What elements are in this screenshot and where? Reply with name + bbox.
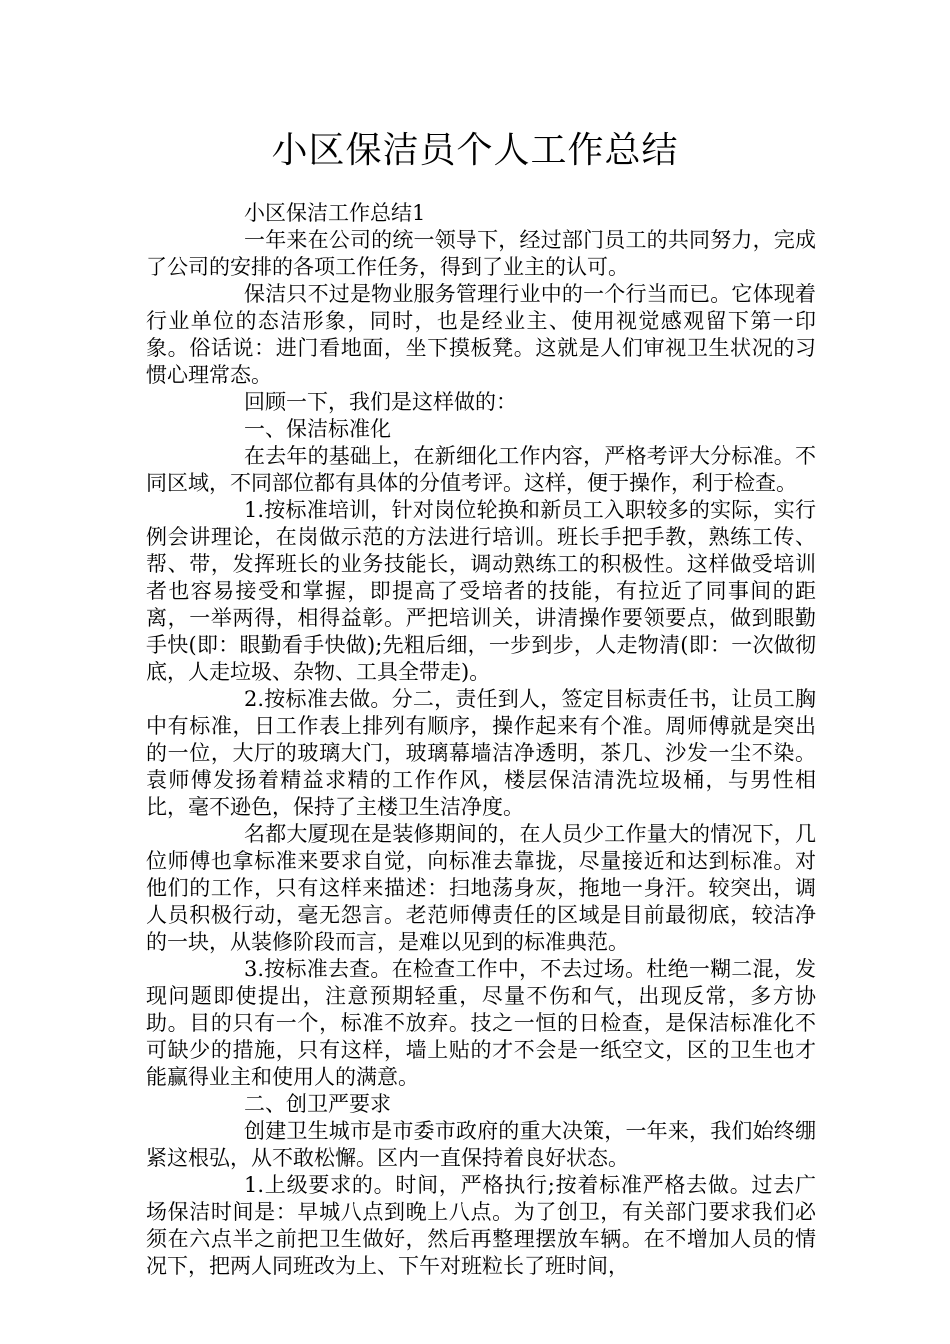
document-title: 小区保洁员个人工作总结	[271, 130, 679, 171]
paragraph: 1.上级要求的。时间，严格执行;按着标准严格去做。过去广场保洁时间是：早城八点到晚上八点。为了创卫，有关部门要求我们必须在六点半之前把卫生做好，然后再整理摆放车辆。在不增加人员的情况下，把两人同班改为上、下午对班粒长了班时间，	[146, 1173, 816, 1278]
paragraph: 1.按标准培训，针对岗位轮换和新员工入职较多的实际，实行例会讲理论，在岗做示范的方法进行培训。班长手把手教，熟练工传、帮、带，发挥班长的业务技能长，调动熟练工的积极性。这样做受培训者也容易接受和掌握，即提高了受培者的技能，有拉近了同事间的距离，一举两得，相得益彰。严把培训关，讲清操作要领要点，做到眼勤手快(即：眼勤看手快做);先粗后细，一步到步，人走物清(即：一次做彻底，人走垃圾、杂物、工具全带走)。	[146, 498, 816, 684]
paragraph: 2.按标准去做。分二，责任到人，签定目标责任书，让员工胸中有标准，日工作表上排列有顺序，操作起来有个准。周师傅就是突出的一位，大厅的玻璃大门，玻璃幕墙洁净透明，茶几、沙发一尘不染。袁师傅发扬着精益求精的工作作风，楼层保洁清洗垃圾桶，与男性相比，毫不逊色，保持了主楼卫生洁净度。	[146, 687, 816, 819]
paragraph: 保洁只不过是物业服务管理行业中的一个行当而已。它体现着行业单位的态洁形象，同时，也是经业主、使用视觉感观留下第一印象。俗话说：进门看地面，坐下摸板凳。这就是人们审视卫生状况的习惯心理常态。	[146, 282, 816, 387]
section-heading: 二、创卫严要求	[244, 1092, 391, 1116]
document-body	[146, 200, 816, 1280]
section-heading: 小区保洁工作总结1	[244, 201, 426, 225]
paragraph: 在去年的基础上，在新细化工作内容，严格考评大分标准。不同区域，不同部位都有具体的分值考评。这样，便于操作，利于检查。	[146, 444, 816, 495]
paragraph: 创建卫生城市是市委市政府的重大决策，一年来，我们始终绷紧这根弘，从不敢松懈。区内一直保持着良好状态。	[146, 1119, 816, 1170]
paragraph: 回顾一下，我们是这样做的：	[244, 390, 517, 414]
paragraph: 3.按标准去查。在检查工作中，不去过场。杜绝一糊二混，发现问题即使提出，注意预期轻重，尽量不伤和气，出现反常，多方协助。目的只有一个，标准不放弃。技之一恒的日检查，是保洁标准化不可缺少的措施，只有这样，墙上贴的才不会是一纸空文，区的卫生也才能赢得业主和使用人的满意。	[146, 957, 816, 1089]
paragraph: 一年来在公司的统一领导下，经过部门员工的共同努力，完成了公司的安排的各项工作任务，得到了业主的认可。	[146, 228, 816, 279]
paragraph: 名都大厦现在是装修期间的，在人员少工作量大的情况下，几位师傅也拿标准来要求自觉，向标准去靠拢，尽量接近和达到标准。对他们的工作，只有这样来描述：扫地荡身灰，拖地一身汗。较突出，调人员积极行动，毫无怨言。老范师傅责任的区域是目前最彻底，较洁净的一块，从装修阶段而言，是难以见到的标准典范。	[146, 822, 816, 954]
section-heading: 一、保洁标准化	[244, 417, 391, 441]
